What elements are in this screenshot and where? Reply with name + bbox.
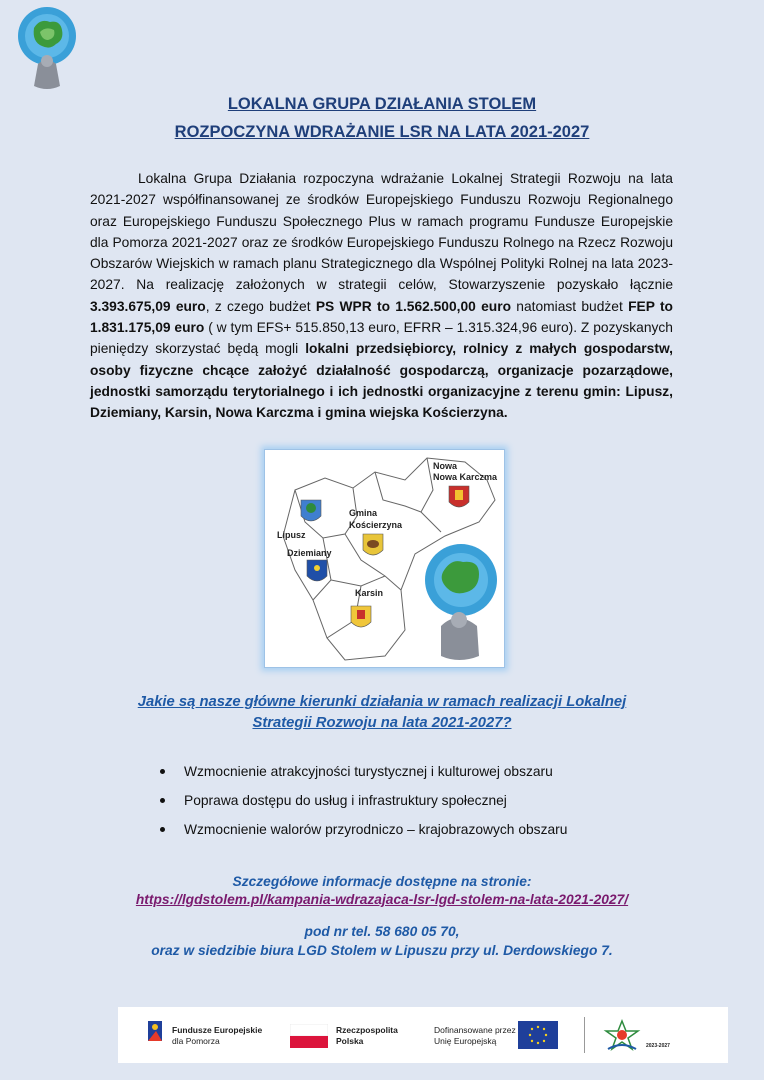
- info-heading: Szczegółowe informacje dostępne na stronie:: [232, 874, 532, 889]
- map-label-karsin: Karsin: [355, 588, 384, 598]
- info-link[interactable]: https://lgdstolem.pl/kampania-wdrazajaca-lsr-lgd-stolem-na-lata-2021-2027/: [135, 892, 629, 907]
- coat-of-arms-dziemiany: [307, 560, 327, 581]
- paragraph-text: Lokalna Grupa Działania rozpoczyna wdrażanie Lokalnej Strategii Rozwoju na lata 2021-2027 współfinansowanej ze środków Europejskiego Funduszu Rozwoju Regionalnego oraz Europejskiego Funduszu Społecznego Plus w ramach programu Fundusze Europejskie dla Pomorza 2021-2027 oraz ze środków Europejskiego Funduszu Rolnego na Rzecz Rozwoju Obszarów Wiejskich w ramach planu Strategicznego dla Wspólnej Polityki Rolnej na lata 2023-2027. Na realizację założonych w strategii celów, Stowarzyszenie pozyskało łącznie: [90, 171, 673, 293]
- area-map: [264, 449, 505, 668]
- fe-star-icon: [144, 1017, 166, 1045]
- map-label-nowa-karczma: Nowa: [433, 461, 458, 471]
- footer-divider: [584, 1017, 585, 1053]
- coat-of-arms-lipusz: [301, 500, 321, 521]
- ps-wpr-logo: [602, 1019, 642, 1053]
- coat-of-arms-karsin: [351, 606, 371, 627]
- fe-label-line-1: Fundusze Europejskie: [172, 1025, 263, 1035]
- paragraph-text: , z czego budżet: [205, 298, 311, 314]
- main-paragraph: [90, 168, 673, 424]
- lgd-stolem-logo: [425, 544, 497, 660]
- amount-total: 3.393.675,09 euro: [90, 298, 206, 314]
- map-label-dziemiany: Dziemiany: [287, 548, 332, 558]
- fe-label-line-2: dla Pomorza: [172, 1036, 220, 1046]
- coat-of-arms-nowa-karczma: [449, 486, 469, 507]
- map-label-gmina-koscierzyna: Gmina: [349, 508, 378, 518]
- rp-label-line-1: Rzeczpospolita: [336, 1025, 398, 1035]
- fep-budget: FEP to 1.831.175,09 euro: [90, 298, 673, 336]
- municipalities-map: [265, 450, 504, 667]
- coat-of-arms-gmina-koscierzyna: [363, 534, 383, 555]
- eu-label-line-1: Dofinansowane przez: [434, 1025, 516, 1035]
- eu-label-line-2: Unię Europejską: [434, 1036, 497, 1046]
- question-line-1: Jakie są nasze główne kierunki działania w ramach realizacji Lokalnej: [137, 694, 627, 710]
- map-border-inner: [331, 576, 385, 586]
- map-label-nowa-karczma: Nowa Karczma: [433, 472, 498, 482]
- beneficiaries-list: lokalni przedsiębiorcy, rolnicy z małych gospodarstw, osoby fizyczne chcące założyć działalność gospodarczą, organizacje pozarządowe, jednostki samorządu terytorialnego i ich jednostki organizacyjne z terenu gmin: Lipusz, Dziemiany, Karsin, Nowa Karczma i gmina wiejska Kościerzyna.: [90, 341, 673, 421]
- info-office: oraz w siedzibie biura LGD Stolem w Lipuszu przy ul. Derdowskiego 7.: [151, 943, 613, 958]
- paragraph-text: natomiast budżet: [516, 298, 623, 314]
- paragraph-text: ( w tym EFS+ 515.850,13 euro, EFRR – 1.315.324,96 euro). Z pozyskanych pieniędzy skorzystać będą mogli: [90, 320, 673, 357]
- info-phone: pod nr tel. 58 680 05 70,: [304, 924, 460, 939]
- question-line-2: Strategii Rozwoju na lata 2021-2027?: [252, 715, 512, 731]
- funding-logos-footer: [118, 1007, 728, 1063]
- map-label-lipusz: Lipusz: [277, 530, 306, 540]
- lgd-period-label: 2023-2027: [646, 1043, 670, 1049]
- title-line-2: ROZPOCZYNA WDRAŻANIE LSR NA LATA 2021-2027: [174, 123, 590, 141]
- polish-flag-icon: [290, 1024, 328, 1048]
- rp-label-line-2: Polska: [336, 1036, 364, 1046]
- lgd-stolem-logo: [16, 6, 78, 92]
- title-line-1: LOKALNA GRUPA DZIAŁANIA STOLEM: [227, 95, 537, 113]
- eu-flag-icon: [518, 1021, 558, 1049]
- ps-wpr-budget: PS WPR to 1.562.500,00 euro: [315, 298, 512, 314]
- map-label-gmina-koscierzyna: Kościerzyna: [349, 520, 403, 530]
